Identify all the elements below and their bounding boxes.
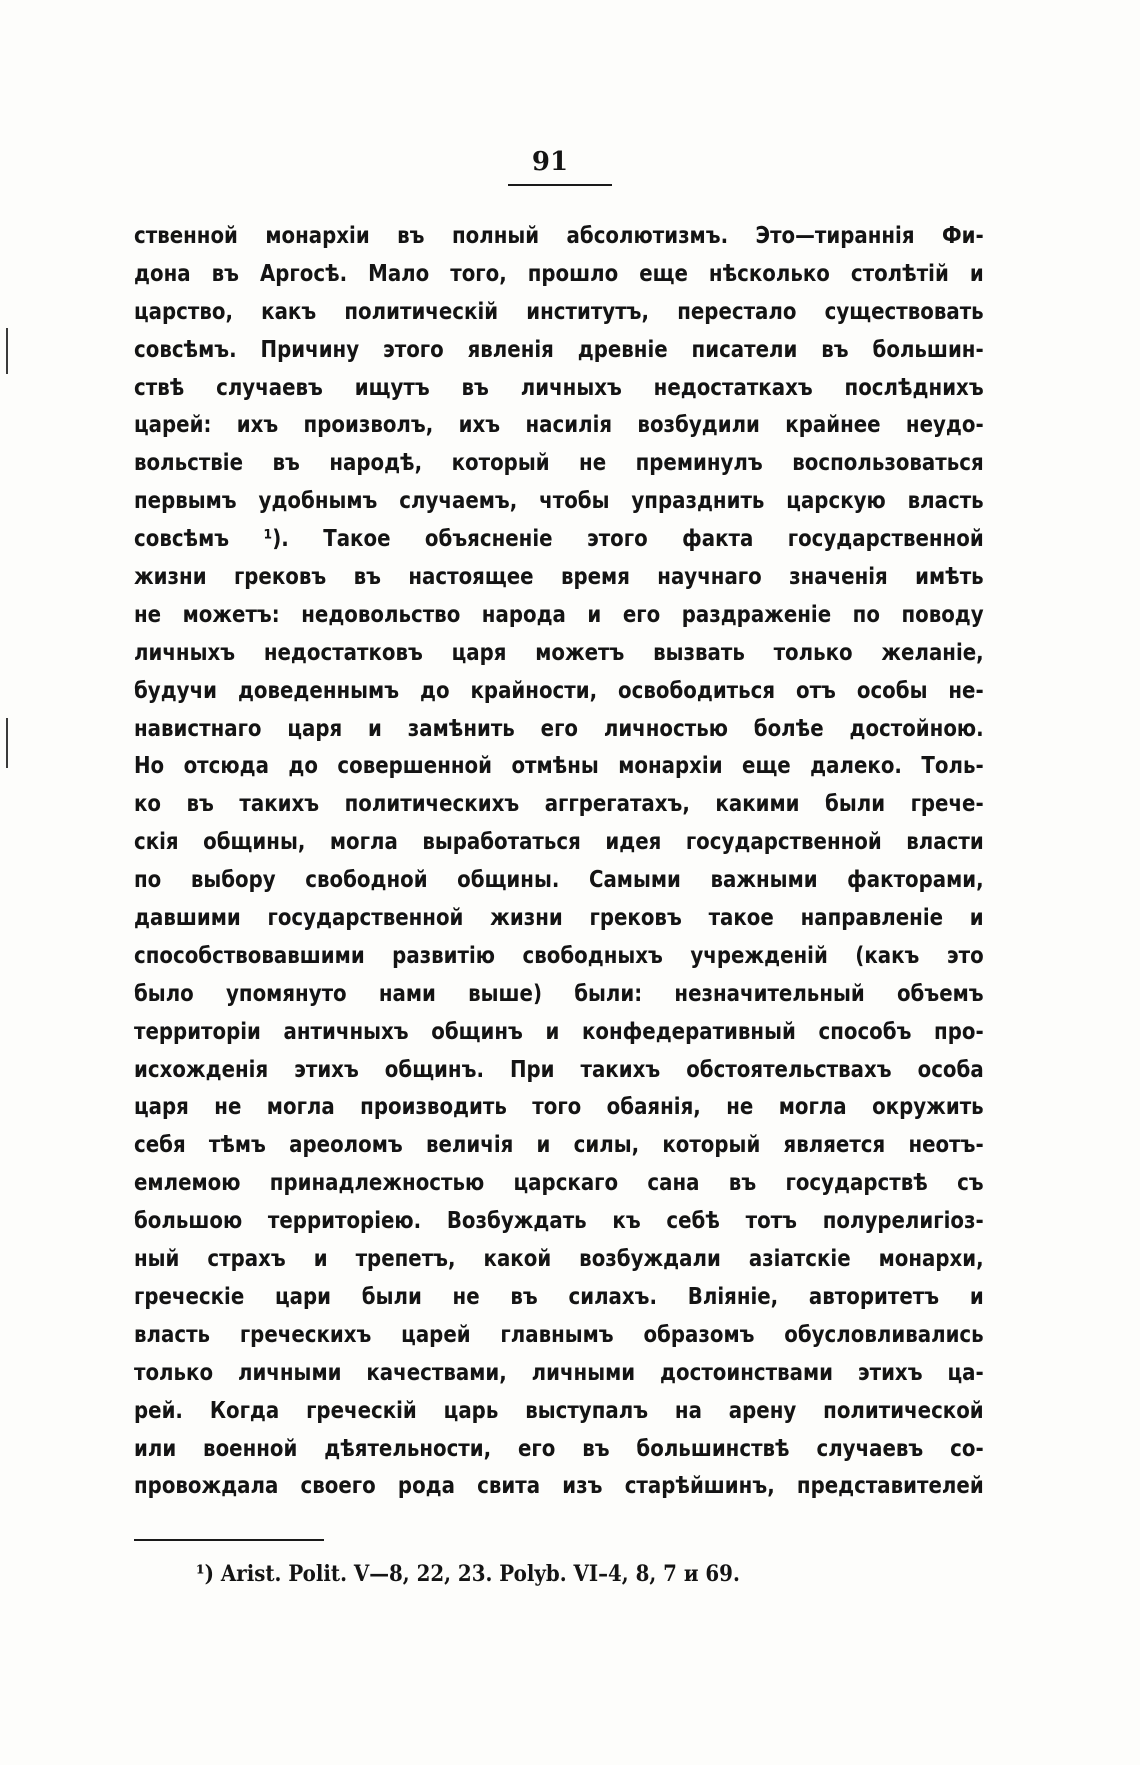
- text-line: Но отсюда до совершенной отмѣны монархіи еще далеко. Толь-: [134, 753, 984, 780]
- text-line: рей. Когда греческій царь выступалъ на арену политической: [134, 1397, 984, 1424]
- text-line: царей: ихъ произволъ, ихъ насилія возбудили крайнее неудо-: [134, 412, 984, 439]
- text-line: себя тѣмъ ареоломъ величія и силы, который является неотъ-: [134, 1132, 984, 1159]
- text-line: будучи доведеннымъ до крайности, освободиться отъ особы не-: [134, 677, 984, 704]
- text-line: власть греческихъ царей главнымъ образомъ обусловливались: [134, 1321, 984, 1348]
- text-line: давшими государственной жизни грековъ такое направленіе и: [134, 905, 984, 932]
- body-text: [134, 218, 984, 1506]
- scan-margin-mark: [6, 718, 8, 768]
- text-line: способствовавшими развитію свободныхъ учрежденій (какъ это: [134, 942, 984, 969]
- text-line: первымъ удобнымъ случаемъ, чтобы упразднить царскую власть: [134, 488, 984, 515]
- text-line: по выбору свободной общины. Самыми важными факторами,: [134, 867, 984, 894]
- text-line: не можетъ: недовольство народа и его раздраженіе по поводу: [134, 601, 984, 628]
- text-line: большою территоріею. Возбуждать къ себѣ тотъ полурелигіоз-: [134, 1208, 984, 1235]
- text-line: емлемою принадлежностью царскаго сана въ государствѣ съ: [134, 1170, 984, 1197]
- text-line: совсѣмъ ¹). Такое объясненіе этого факта государственной: [134, 526, 984, 553]
- text-line: или военной дѣятельности, его въ большинствѣ случаевъ со-: [134, 1435, 984, 1462]
- text-line: ственной монархіи въ полный абсолютизмъ. Это—тираннія Фи-: [134, 223, 984, 249]
- page-number-rule: [508, 184, 612, 186]
- text-line: совсѣмъ. Причину этого явленія древніе писатели въ большин-: [134, 336, 984, 363]
- text-line: было упомянуто нами выше) были: незначительный объемъ: [134, 980, 984, 1007]
- page-number: 91: [531, 147, 569, 177]
- text-line: греческіе цари были не въ силахъ. Вліяніе, авторитетъ и: [134, 1283, 984, 1310]
- text-line: дона въ Аргосѣ. Мало того, прошло еще нѣсколько столѣтій и: [134, 260, 984, 287]
- text-line: царство, какъ политическій институтъ, перестало существовать: [134, 298, 984, 325]
- text-line: только личными качествами, личными достоинствами этихъ ца-: [134, 1359, 984, 1386]
- text-line: жизни грековъ въ настоящее время научнаго значенія имѣть: [134, 564, 984, 591]
- text-line: ко въ такихъ политическихъ аггрегатахъ, какими были грече-: [134, 791, 984, 818]
- text-line: провождала своего рода свита изъ старѣйшинъ, представителей: [134, 1473, 984, 1500]
- footnote: ¹) Arist. Polit. V—8, 22, 23. Polyb. VI–4, 8, 7 и 69.: [196, 1561, 740, 1587]
- text-line: скія общины, могла выработаться идея государственной власти: [134, 829, 984, 856]
- footnote-rule: [134, 1539, 324, 1541]
- text-line: территоріи античныхъ общинъ и конфедеративный способъ про-: [134, 1018, 984, 1045]
- text-line: вольствіе въ народѣ, который не преминулъ воспользоваться: [134, 450, 984, 477]
- scan-margin-mark: [6, 328, 8, 374]
- text-line: ный страхъ и трепетъ, какой возбуждали азіатскіе монархи,: [134, 1246, 984, 1273]
- text-line: царя не могла производить того обаянія, не могла окружить: [134, 1094, 984, 1121]
- text-line: навистнаго царя и замѣнить его личностью болѣе достойною.: [134, 715, 984, 742]
- text-line: ствѣ случаевъ ищутъ въ личныхъ недостаткахъ послѣднихъ: [134, 374, 984, 401]
- text-line: исхожденія этихъ общинъ. При такихъ обстоятельствахъ особа: [134, 1056, 984, 1083]
- text-line: личныхъ недостатковъ царя можетъ вызвать только желаніе,: [134, 639, 984, 666]
